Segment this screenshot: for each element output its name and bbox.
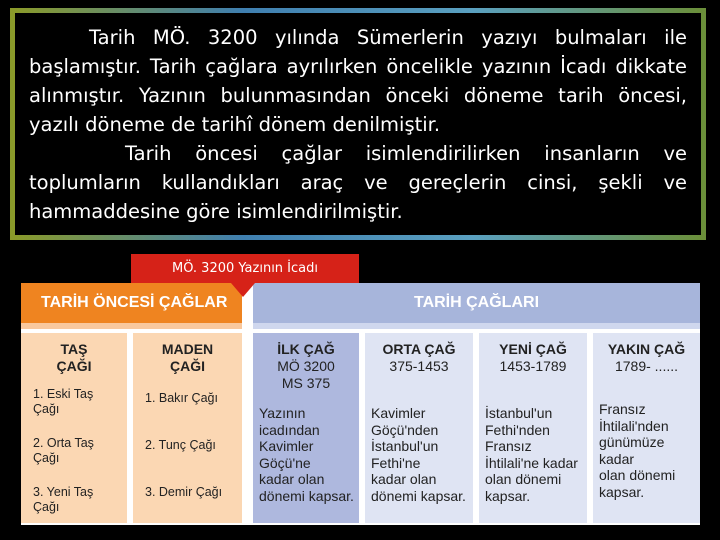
desc-line: İstanbul'un [371, 438, 439, 454]
modern-age-description [599, 401, 675, 500]
list-item: 1. Bakır Çağı [145, 391, 218, 405]
desc-line: kadar olan [259, 471, 325, 487]
marker-arrow-icon [231, 283, 255, 297]
metal-age-title [133, 341, 242, 375]
stone-age-items [33, 387, 113, 534]
metal-age-title-line1: MADEN [161, 341, 214, 357]
ancient-age-column [253, 333, 359, 523]
desc-line: İstanbul'un [485, 405, 553, 421]
list-item: 1. Eski Taş Çağı [33, 387, 94, 416]
desc-line: günümüze [599, 434, 665, 450]
early-modern-age-title: YENİ ÇAĞ [499, 341, 567, 357]
desc-line: olan dönemi [599, 467, 676, 483]
stone-age-column [21, 333, 127, 523]
desc-line: İhtilali'ne kadar [485, 454, 578, 471]
prehistory-header: TARİH ÖNCESİ ÇAĞLAR [21, 283, 242, 323]
desc-line: Fethi'nden [485, 421, 550, 438]
desc-line: kapsar. [599, 483, 645, 500]
desc-line: İhtilali'nden [599, 417, 669, 434]
stone-age-title-line1: TAŞ [60, 341, 88, 357]
modern-age-title: YAKIN ÇAĞ [607, 341, 686, 357]
desc-line: dönemi kapsar. [259, 487, 354, 504]
early-modern-age-description [485, 405, 578, 504]
early-modern-age-column [479, 333, 587, 523]
intro-paragraph-1: Tarih MÖ. 3200 yılında Sümerlerin yazıyı bulmaları ile başlamıştır. Tarih çağlara ayrılırken öncelikle yazının İcadı dikkate alınmıştır. Yazının bulunmasından önceki döneme tarih öncesi, yazılı döneme de tarihî dönem denilmiştir. [29, 26, 687, 136]
desc-line: Fransız [599, 401, 646, 417]
list-item: 2. Tunç Çağı [145, 438, 216, 452]
prehistory-band [21, 323, 242, 329]
modern-age-column [593, 333, 700, 523]
desc-line: Göçü'ne [259, 454, 311, 471]
desc-line: Fransız [485, 438, 532, 454]
desc-line: Yazının [259, 405, 306, 421]
middle-age-description [371, 405, 466, 504]
desc-line: icadından [259, 421, 320, 438]
metal-age-items [145, 391, 222, 519]
list-item: 2. Orta Taş Çağı [33, 436, 94, 465]
list-item: 3. Yeni Taş Çağı [33, 485, 94, 514]
stone-age-title-line2: ÇAĞI [56, 358, 92, 374]
early-modern-age-date: 1453-1789 [499, 358, 567, 374]
intro-paragraph-2: Tarih öncesi çağlar isimlendirilirken insanların ve toplumların kullandıkları araç ve gereçlerin cinsi, şekli ve hammaddesine göre isimlendirilmiştir. [29, 142, 687, 223]
history-header: TARİH ÇAĞLARI [253, 283, 700, 323]
middle-age-column [365, 333, 473, 523]
desc-line: kapsar. [485, 487, 531, 504]
middle-age-date: 375-1453 [389, 358, 449, 374]
desc-line: Göçü'nden [371, 421, 439, 438]
desc-line: olan dönemi [485, 471, 562, 487]
desc-line: kadar [599, 450, 635, 467]
history-band [253, 323, 700, 329]
stone-age-title [21, 341, 127, 375]
ancient-age-date-end: MS 375 [281, 375, 331, 391]
middle-age-title: ORTA ÇAĞ [382, 341, 456, 357]
modern-age-date: 1789- ...... [614, 358, 679, 374]
desc-line: Fethi'ne [371, 454, 421, 471]
desc-line: kadar olan [371, 471, 437, 487]
eras-table [21, 283, 700, 525]
list-item: 3. Demir Çağı [145, 485, 223, 499]
metal-age-column [133, 333, 242, 523]
writing-invention-label: MÖ. 3200 Yazının İcadı [131, 254, 359, 284]
desc-line: dönemi kapsar. [371, 487, 466, 504]
desc-line: Kavimler [259, 438, 314, 454]
ancient-age-date-start: MÖ 3200 [277, 358, 335, 374]
desc-line: Kavimler [371, 405, 426, 421]
ancient-age-title: İLK ÇAĞ [277, 341, 335, 357]
intro-text-box [10, 8, 706, 240]
metal-age-title-line2: ÇAĞI [170, 358, 205, 374]
ancient-age-description [259, 405, 354, 504]
